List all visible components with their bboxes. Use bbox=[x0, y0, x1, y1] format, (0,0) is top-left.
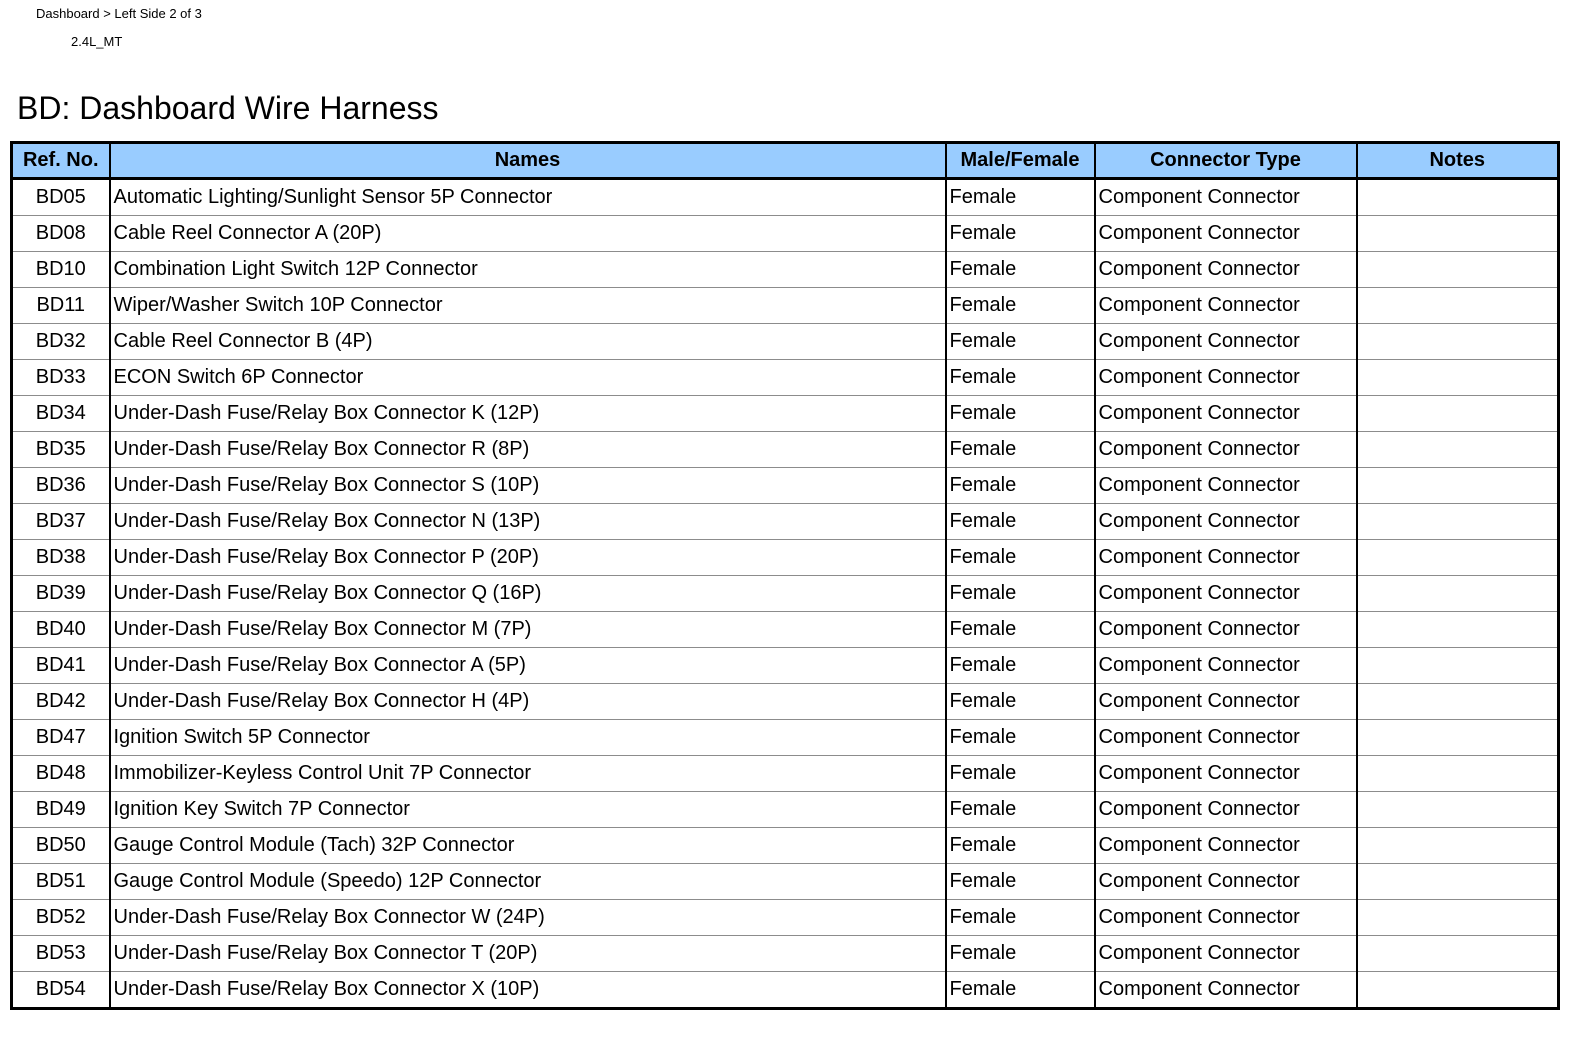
connector-type-cell: Component Connector bbox=[1095, 468, 1357, 504]
ref-no-cell: BD10 bbox=[12, 252, 110, 288]
notes-cell bbox=[1357, 540, 1559, 576]
name-cell: Under-Dash Fuse/Relay Box Connector N (13P) bbox=[110, 504, 946, 540]
gender-cell: Female bbox=[946, 468, 1095, 504]
connector-type-cell: Component Connector bbox=[1095, 360, 1357, 396]
gender-cell: Female bbox=[946, 252, 1095, 288]
name-cell: ECON Switch 6P Connector bbox=[110, 360, 946, 396]
ref-no-cell: BD47 bbox=[12, 720, 110, 756]
gender-cell: Female bbox=[946, 792, 1095, 828]
table-header-row bbox=[12, 143, 1559, 179]
connector-type-cell: Component Connector bbox=[1095, 720, 1357, 756]
table-row bbox=[12, 432, 1559, 468]
name-cell: Gauge Control Module (Speedo) 12P Connector bbox=[110, 864, 946, 900]
table-row bbox=[12, 612, 1559, 648]
connector-type-cell: Component Connector bbox=[1095, 756, 1357, 792]
gender-cell: Female bbox=[946, 324, 1095, 360]
ref-no-cell: BD53 bbox=[12, 936, 110, 972]
ref-no-cell: BD32 bbox=[12, 324, 110, 360]
connector-type-cell: Component Connector bbox=[1095, 576, 1357, 612]
notes-cell bbox=[1357, 252, 1559, 288]
name-cell: Cable Reel Connector A (20P) bbox=[110, 216, 946, 252]
connector-type-cell: Component Connector bbox=[1095, 216, 1357, 252]
connector-type-cell: Component Connector bbox=[1095, 900, 1357, 936]
connector-type-cell: Component Connector bbox=[1095, 432, 1357, 468]
connector-type-cell: Component Connector bbox=[1095, 792, 1357, 828]
notes-cell bbox=[1357, 864, 1559, 900]
notes-cell bbox=[1357, 179, 1559, 216]
connector-type-cell: Component Connector bbox=[1095, 504, 1357, 540]
name-cell: Cable Reel Connector B (4P) bbox=[110, 324, 946, 360]
table-row bbox=[12, 540, 1559, 576]
column-header-connector-type: Connector Type bbox=[1095, 143, 1357, 179]
name-cell: Under-Dash Fuse/Relay Box Connector X (10P) bbox=[110, 972, 946, 1009]
notes-cell bbox=[1357, 648, 1559, 684]
gender-cell: Female bbox=[946, 540, 1095, 576]
connector-type-cell: Component Connector bbox=[1095, 252, 1357, 288]
name-cell: Immobilizer-Keyless Control Unit 7P Connector bbox=[110, 756, 946, 792]
ref-no-cell: BD52 bbox=[12, 900, 110, 936]
connector-type-cell: Component Connector bbox=[1095, 288, 1357, 324]
notes-cell bbox=[1357, 360, 1559, 396]
connector-type-cell: Component Connector bbox=[1095, 396, 1357, 432]
connector-type-cell: Component Connector bbox=[1095, 648, 1357, 684]
name-cell: Ignition Switch 5P Connector bbox=[110, 720, 946, 756]
table-body bbox=[12, 179, 1559, 1009]
name-cell: Combination Light Switch 12P Connector bbox=[110, 252, 946, 288]
ref-no-cell: BD11 bbox=[12, 288, 110, 324]
notes-cell bbox=[1357, 900, 1559, 936]
engine-variant-label: 2.4L_MT bbox=[71, 34, 123, 49]
name-cell: Under-Dash Fuse/Relay Box Connector S (10P) bbox=[110, 468, 946, 504]
connector-type-cell: Component Connector bbox=[1095, 612, 1357, 648]
notes-cell bbox=[1357, 612, 1559, 648]
connector-type-cell: Component Connector bbox=[1095, 684, 1357, 720]
notes-cell bbox=[1357, 216, 1559, 252]
table-row bbox=[12, 252, 1559, 288]
breadcrumb: Dashboard > Left Side 2 of 3 bbox=[36, 6, 202, 21]
gender-cell: Female bbox=[946, 900, 1095, 936]
gender-cell: Female bbox=[946, 648, 1095, 684]
name-cell: Under-Dash Fuse/Relay Box Connector Q (16P) bbox=[110, 576, 946, 612]
ref-no-cell: BD51 bbox=[12, 864, 110, 900]
notes-cell bbox=[1357, 972, 1559, 1009]
column-header-male-female: Male/Female bbox=[946, 143, 1095, 179]
table-row bbox=[12, 828, 1559, 864]
table-row bbox=[12, 900, 1559, 936]
notes-cell bbox=[1357, 936, 1559, 972]
table-row bbox=[12, 720, 1559, 756]
gender-cell: Female bbox=[946, 396, 1095, 432]
table-row bbox=[12, 864, 1559, 900]
name-cell: Wiper/Washer Switch 10P Connector bbox=[110, 288, 946, 324]
gender-cell: Female bbox=[946, 179, 1095, 216]
name-cell: Under-Dash Fuse/Relay Box Connector R (8P) bbox=[110, 432, 946, 468]
connector-type-cell: Component Connector bbox=[1095, 179, 1357, 216]
gender-cell: Female bbox=[946, 504, 1095, 540]
notes-cell bbox=[1357, 504, 1559, 540]
notes-cell bbox=[1357, 576, 1559, 612]
table-row bbox=[12, 972, 1559, 1009]
ref-no-cell: BD54 bbox=[12, 972, 110, 1009]
table-row bbox=[12, 792, 1559, 828]
ref-no-cell: BD35 bbox=[12, 432, 110, 468]
connector-type-cell: Component Connector bbox=[1095, 540, 1357, 576]
notes-cell bbox=[1357, 468, 1559, 504]
gender-cell: Female bbox=[946, 936, 1095, 972]
connector-type-cell: Component Connector bbox=[1095, 936, 1357, 972]
ref-no-cell: BD36 bbox=[12, 468, 110, 504]
table-row bbox=[12, 648, 1559, 684]
table-row bbox=[12, 684, 1559, 720]
ref-no-cell: BD41 bbox=[12, 648, 110, 684]
connector-type-cell: Component Connector bbox=[1095, 324, 1357, 360]
table-row bbox=[12, 396, 1559, 432]
gender-cell: Female bbox=[946, 720, 1095, 756]
name-cell: Under-Dash Fuse/Relay Box Connector P (20P) bbox=[110, 540, 946, 576]
ref-no-cell: BD40 bbox=[12, 612, 110, 648]
table-row bbox=[12, 756, 1559, 792]
name-cell: Under-Dash Fuse/Relay Box Connector H (4P) bbox=[110, 684, 946, 720]
name-cell: Under-Dash Fuse/Relay Box Connector K (12P) bbox=[110, 396, 946, 432]
ref-no-cell: BD38 bbox=[12, 540, 110, 576]
connector-type-cell: Component Connector bbox=[1095, 972, 1357, 1009]
ref-no-cell: BD33 bbox=[12, 360, 110, 396]
gender-cell: Female bbox=[946, 684, 1095, 720]
table-row bbox=[12, 324, 1559, 360]
notes-cell bbox=[1357, 432, 1559, 468]
page-title: BD: Dashboard Wire Harness bbox=[17, 90, 439, 126]
table-row bbox=[12, 468, 1559, 504]
name-cell: Ignition Key Switch 7P Connector bbox=[110, 792, 946, 828]
gender-cell: Female bbox=[946, 972, 1095, 1009]
notes-cell bbox=[1357, 792, 1559, 828]
gender-cell: Female bbox=[946, 360, 1095, 396]
ref-no-cell: BD39 bbox=[12, 576, 110, 612]
gender-cell: Female bbox=[946, 864, 1095, 900]
name-cell: Under-Dash Fuse/Relay Box Connector A (5P) bbox=[110, 648, 946, 684]
notes-cell bbox=[1357, 720, 1559, 756]
ref-no-cell: BD49 bbox=[12, 792, 110, 828]
ref-no-cell: BD37 bbox=[12, 504, 110, 540]
gender-cell: Female bbox=[946, 216, 1095, 252]
gender-cell: Female bbox=[946, 576, 1095, 612]
name-cell: Under-Dash Fuse/Relay Box Connector T (20P) bbox=[110, 936, 946, 972]
table-row bbox=[12, 576, 1559, 612]
notes-cell bbox=[1357, 324, 1559, 360]
ref-no-cell: BD48 bbox=[12, 756, 110, 792]
ref-no-cell: BD08 bbox=[12, 216, 110, 252]
name-cell: Gauge Control Module (Tach) 32P Connector bbox=[110, 828, 946, 864]
notes-cell bbox=[1357, 684, 1559, 720]
gender-cell: Female bbox=[946, 288, 1095, 324]
gender-cell: Female bbox=[946, 612, 1095, 648]
name-cell: Under-Dash Fuse/Relay Box Connector W (24P) bbox=[110, 900, 946, 936]
connector-table bbox=[10, 141, 1560, 1010]
column-header-names: Names bbox=[110, 143, 946, 179]
ref-no-cell: BD42 bbox=[12, 684, 110, 720]
gender-cell: Female bbox=[946, 828, 1095, 864]
gender-cell: Female bbox=[946, 432, 1095, 468]
notes-cell bbox=[1357, 756, 1559, 792]
connector-type-cell: Component Connector bbox=[1095, 864, 1357, 900]
notes-cell bbox=[1357, 828, 1559, 864]
table-row bbox=[12, 504, 1559, 540]
connector-type-cell: Component Connector bbox=[1095, 828, 1357, 864]
table-row bbox=[12, 360, 1559, 396]
notes-cell bbox=[1357, 396, 1559, 432]
ref-no-cell: BD50 bbox=[12, 828, 110, 864]
notes-cell bbox=[1357, 288, 1559, 324]
table-row bbox=[12, 936, 1559, 972]
name-cell: Automatic Lighting/Sunlight Sensor 5P Connector bbox=[110, 179, 946, 216]
ref-no-cell: BD05 bbox=[12, 179, 110, 216]
ref-no-cell: BD34 bbox=[12, 396, 110, 432]
table-row bbox=[12, 216, 1559, 252]
column-header-notes: Notes bbox=[1357, 143, 1559, 179]
table-row bbox=[12, 288, 1559, 324]
gender-cell: Female bbox=[946, 756, 1095, 792]
name-cell: Under-Dash Fuse/Relay Box Connector M (7P) bbox=[110, 612, 946, 648]
table-row bbox=[12, 179, 1559, 216]
column-header-ref-no: Ref. No. bbox=[12, 143, 110, 179]
